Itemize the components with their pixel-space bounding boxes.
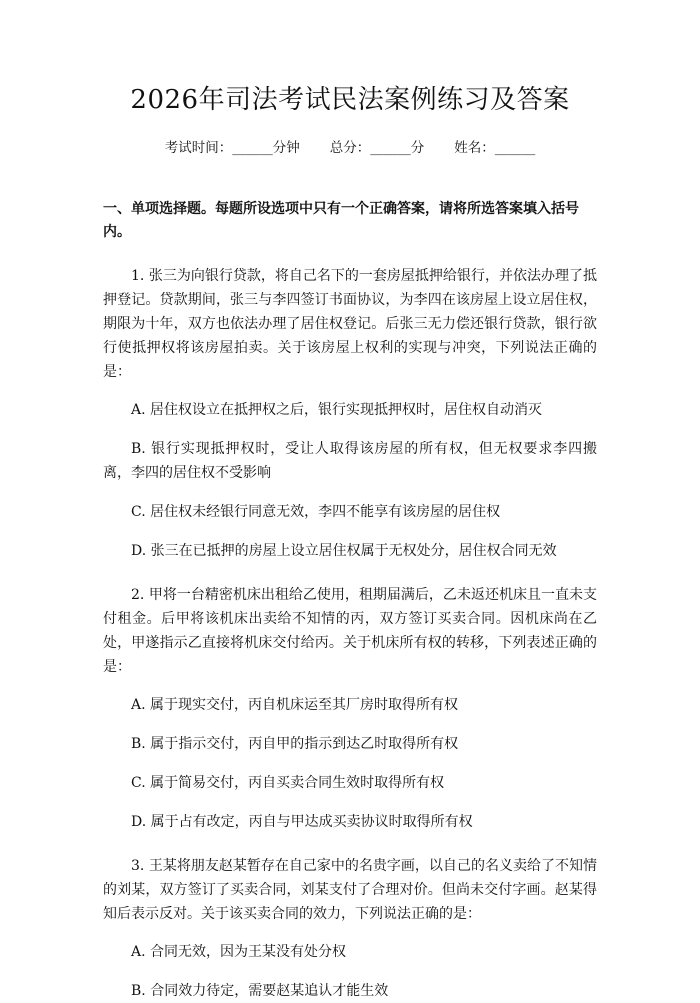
question-block-1 xyxy=(103,264,597,563)
section-heading: 一、单项选择题。每题所设选项中只有一个正确答案，请将所选答案填入括号内。 xyxy=(103,201,579,240)
question-block-2 xyxy=(103,583,597,834)
student-name-field: 姓名：______ xyxy=(454,140,536,156)
option-d: D. 张三在已抵押的房屋上设立居住权属于无权处分，居住权合同无效 xyxy=(131,543,557,559)
question-stem: 1. 张三为向银行贷款，将自己名下的一套房屋抵押给银行，并依法办理了抵押登记。贷款期间，张三与李四签订书面协议，为李四在该房屋上设立居住权，期限为十年，双方也依法办理了居住权登记。后张三无力偿还银行贷款，银行欲行使抵押权将该房屋拍卖。关于该房屋上权利的实现与冲突，下列说法正确的是： xyxy=(103,268,597,380)
exam-time-field: 考试时间：______分钟 xyxy=(164,140,300,156)
question-block-3 xyxy=(103,854,597,1003)
option-b: B. 属于指示交付，丙自甲的指示到达乙时取得所有权 xyxy=(131,736,459,752)
document-title: 2026年司法考试民法案例练习及答案 xyxy=(130,85,570,115)
exam-meta-line xyxy=(103,138,597,158)
option-a: A. 居住权设立在抵押权之后，银行实现抵押权时，居住权自动消灭 xyxy=(131,402,543,418)
question-stem: 3. 王某将朋友赵某暂存在自己家中的名贵字画，以自己的名义卖给了不知情的刘某，双方签订了买卖合同，刘某支付了合理对价。但尚未交付字画。赵某得知后表示反对。关于该买卖合同的效力，下列说法正确的是： xyxy=(103,858,597,922)
option-d: D. 属于占有改定，丙自与甲达成买卖协议时取得所有权 xyxy=(131,814,473,830)
option-a: A. 合同无效，因为王某没有处分权 xyxy=(131,944,347,960)
option-c: C. 属于简易交付，丙自买卖合同生效时取得所有权 xyxy=(131,775,445,791)
option-b: B. 合同效力待定，需要赵某追认才能生效 xyxy=(131,983,389,999)
option-b: B. 银行实现抵押权时，受让人取得该房屋的所有权，但无权要求李四搬离，李四的居住权不受影响 xyxy=(103,441,597,481)
option-c: C. 居住权未经银行同意无效，李四不能享有该房屋的居住权 xyxy=(131,504,501,520)
option-a: A. 属于现实交付，丙自机床运至其厂房时取得所有权 xyxy=(131,697,459,713)
question-stem: 2. 甲将一台精密机床出租给乙使用，租期届满后，乙未返还机床且一直未支付租金。后甲将该机床出卖给不知情的丙，双方签订买卖合同。因机床尚在乙处，甲遂指示乙直接将机床交付给丙。关于机床所有权的转移，下列表述正确的是： xyxy=(103,587,597,675)
total-score-field: 总分：______分 xyxy=(329,140,425,156)
